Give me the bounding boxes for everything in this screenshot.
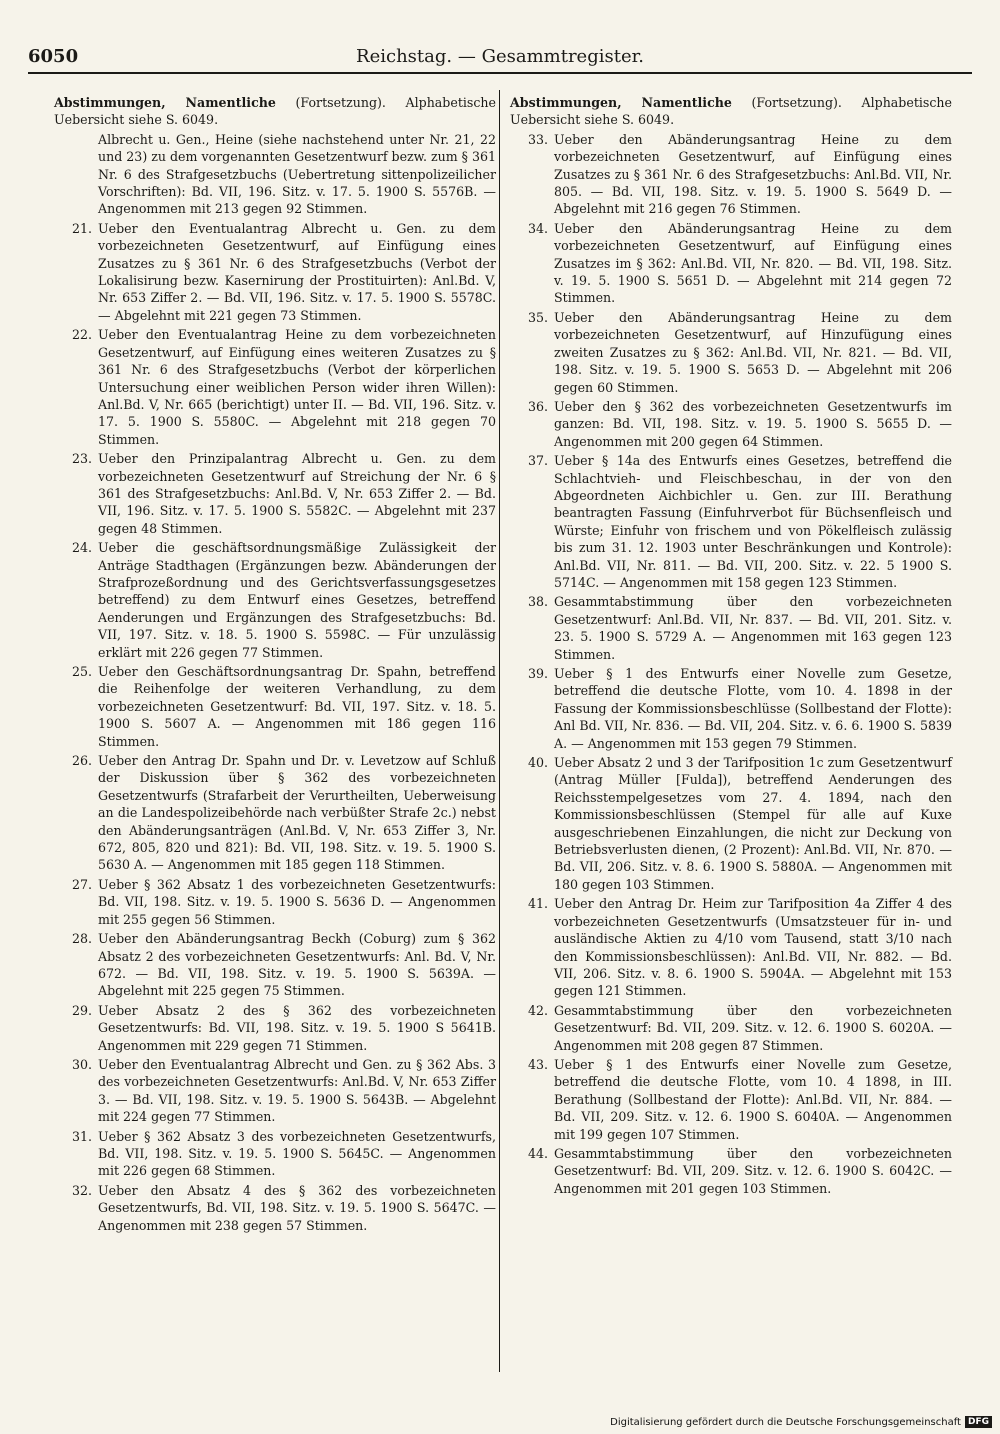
entry: [54, 752, 496, 874]
entry-text: Ueber den Eventualantrag Albrecht und Gen. zu § 362 Abs. 3 des vorbezeichneten Gesetzentwurfs: Anl.Bd. V, Nr. 653 Ziffer 3. — Bd. VII, 198. Sitz. v. 19. 5. 1900 S. 5643B. — Abgelehnt mit 224 gegen 77 Stimmen.: [98, 1056, 496, 1125]
intro-entry: Albrecht u. Gen., Heine (siehe nachstehend unter Nr. 21, 22 und 23) zu dem vorgenannten Gesetzentwurf bezw. zum § 361 Nr. 6 des Strafgesetzbuchs (Uebertretung sittenpolizeilicher Vorschriften): Bd. VII, 196. Sitz. v. 17. 5. 1900 S. 5576B. — Angenommen mit 213 gegen 92 Stimmen.: [98, 131, 496, 217]
entry: [54, 663, 496, 750]
entry: [510, 665, 952, 752]
entry: [510, 398, 952, 450]
entry-number: 22.: [71, 327, 92, 343]
entry-number: 31.: [71, 1128, 92, 1144]
page-number: 6050: [28, 46, 79, 67]
entry-number: 21.: [71, 220, 92, 236]
entry-number: 37.: [527, 453, 548, 469]
page-header: [28, 40, 972, 70]
entry-number: 42.: [527, 1002, 548, 1018]
entry-text: Ueber § 362 Absatz 3 des vorbezeichneten Gesetzentwurfs, Bd. VII, 198. Sitz. v. 19. 5. 1900 S. 5645C. — Angenommen mit 226 gegen 68 Stimmen.: [98, 1128, 496, 1179]
entry-text: Ueber den Abänderungsantrag Beckh (Coburg) zum § 362 Absatz 2 des vorbezeichneten Gesetzentwurfs: Anl. Bd. V, Nr. 672. — Bd. VII, 198. Sitz. v. 19. 5. 1900 S. 5639A. — Abgelehnt mit 225 gegen 75 Stimmen.: [98, 931, 496, 999]
entry-number: 24.: [71, 540, 92, 556]
entry: [54, 1056, 496, 1126]
entry-number: 39.: [527, 666, 548, 681]
entry: [54, 450, 496, 537]
entry: [510, 1145, 952, 1197]
entry-number: 43.: [527, 1056, 548, 1072]
entry-number: 44.: [527, 1145, 548, 1161]
left-column: [54, 94, 496, 1236]
page-footer: [610, 1416, 992, 1428]
entry-number: 36.: [527, 398, 548, 414]
entry-text: Ueber Absatz 2 und 3 der Tarifposition 1c zum Gesetzentwurf (Antrag Müller [Fulda]), betreffend Aenderungen des Reichsstempelgesetzes vom 27. 4. 1894, nach den Kommissionsbeschlüssen (Stempel für alle auf Kuxe ausgeschriebenen Einzahlungen, die nicht zur Deckung von Betriebsverlusten dienen, (2 Prozent): Anl.Bd. VII, Nr. 870. — Bd. VII, 206. Sitz. v. 8. 6. 1900 S. 5880A. — Angenommen mit 180 gegen 103 Stimmen.: [554, 755, 952, 892]
entry: [54, 1128, 496, 1180]
entry-number: 33.: [527, 131, 548, 147]
entry: [510, 754, 952, 893]
entry: [510, 452, 952, 591]
entry-number: 30.: [71, 1056, 92, 1072]
entry: [510, 220, 952, 307]
entry: [510, 593, 952, 663]
entry-text: Gesammtabstimmung über den vorbezeichneten Gesetzentwurf: Bd. VII, 209. Sitz. v. 12. 6. 1900 S. 6042C. — Angenommen mit 201 gegen 103 Stimmen.: [554, 1145, 952, 1196]
header-rule: [28, 72, 972, 74]
entry-number: 34.: [527, 220, 548, 236]
entry-text: Gesammtabstimmung über den vorbezeichneten Gesetzentwurf: Bd. VII, 209. Sitz. v. 12. 6. 1900 S. 6020A. — Angenommen mit 208 gegen 87 Stimmen.: [554, 1002, 952, 1053]
entry-number: 29.: [71, 1002, 92, 1018]
entry: [54, 220, 496, 324]
entry: [54, 930, 496, 1000]
entry-text: Ueber § 1 des Entwurfs einer Novelle zum Gesetze, betreffend die deutsche Flotte, vom 10. 4 1898, in III. Berathung (Sollbestand der Flotte): Anl.Bd. VII, Nr. 884. — Bd. VII, 209. Sitz. v. 12. 6. 1900 S. 6040A. — Angenommen mit 199 gegen 107 Stimmen.: [554, 1056, 952, 1142]
entry-number: 23.: [71, 451, 92, 467]
entry: [510, 131, 952, 218]
entry: [54, 876, 496, 928]
entry-text: Ueber den Absatz 4 des § 362 des vorbezeichneten Gesetzentwurfs, Bd. VII, 198. Sitz. v. 19. 5. 1900 S. 5647C. — Angenommen mit 238 gegen 57 Stimmen.: [98, 1182, 496, 1233]
entry-text: Ueber den Antrag Dr. Heim zur Tarifposition 4a Ziffer 4 des vorbezeichneten Gesetzentwurfs (Umsatzsteuer für in- und ausländische Aktien zu 4/10 vom Tausend, statt 3/10 nach den Kommissionsbeschlüssen): Anl.Bd. VII, Nr. 882. — Bd. VII, 206. Sitz. v. 8. 6. 1900 S. 5904A. — Abgelehnt mit 153 gegen 121 Stimmen.: [554, 896, 952, 999]
entry-text: Ueber § 14a des Entwurfs eines Gesetzes, betreffend die Schlachtvieh- und Fleischbeschau, in der von den Abgeordneten Aichbichler u. Gen. zur III. Berathung beantragten Fassung (Einfuhrverbot für Büchsenfleisch und Würste; Einfuhr von frischem und von Pökelfleisch zulässig bis zum 31. 12. 1903 unter Beschränkungen und Kontrole): Anl.Bd. VII, Nr. 811. — Bd. VII, 200. Sitz. v. 22. 5 1900 S. 5714C. — Angenommen mit 158 gegen 123 Stimmen.: [554, 453, 952, 590]
section-heading: Abstimmungen, Namentliche (Fortsetzung). Alphabetische Uebersicht siehe S. 6049.: [54, 95, 496, 128]
entry-text: Ueber den Abänderungsantrag Heine zu dem vorbezeichneten Gesetzentwurf, auf Hinzufügung eines zweiten Zusatzes zu § 362: Anl.Bd. VII, Nr. 821. — Bd. VII, 198. Sitz. v. 19. 5. 1900 S. 5653 D. — Abgelehnt mit 206 gegen 60 Stimmen.: [554, 309, 952, 395]
entry-number: 35.: [527, 309, 548, 325]
dfg-logo: DFG: [965, 1416, 992, 1428]
entry-number: 25.: [71, 664, 92, 679]
entry-text: Ueber den § 362 des vorbezeichneten Gesetzentwurfs im ganzen: Bd. VII, 198. Sitz. v. 19. 5. 1900 S. 5655 D. — Angenommen mit 200 gegen 64 Stimmen.: [554, 398, 952, 449]
entry-text: Ueber Absatz 2 des § 362 des vorbezeichneten Gesetzentwurfs: Bd. VII, 198. Sitz. v. 19. 5. 1900 S 5641B. Angenommen mit 229 gegen 71 Stimmen.: [98, 1002, 496, 1053]
entry-text: Ueber den Geschäftsordnungsantrag Dr. Spahn, betreffend die Reihenfolge der weiteren Verhandlung, zu dem vorbezeichneten Gesetzentwurf: Bd. VII, 197. Sitz. v. 18. 5. 1900 S. 5607 A. — Angenommen mit 186 gegen 116 Stimmen.: [98, 664, 496, 749]
entry: [54, 1002, 496, 1054]
entry: [54, 539, 496, 661]
entry-text: Ueber den Eventualantrag Albrecht u. Gen. zu dem vorbezeichneten Gesetzentwurf, auf Einfügung eines Zusatzes zu § 361 Nr. 6 des Strafgesetzbuchs (Verbot der Lokalisirung bezw. Kasernirung der Prostituirten): Anl.Bd. V, Nr. 653 Ziffer 2. — Bd. VII, 196. Sitz. v. 17. 5. 1900 S. 5578C. — Abgelehnt mit 221 gegen 73 Stimmen.: [98, 220, 496, 323]
entry-number: 40.: [527, 755, 548, 771]
entry-number: 38.: [527, 594, 548, 610]
entry: [54, 1182, 496, 1234]
entry: [510, 1056, 952, 1143]
entry-text: Ueber den Eventualantrag Heine zu dem vorbezeichneten Gesetzentwurf, auf Einfügung eines weiteren Zusatzes zu § 361 Nr. 6 des Strafgesetzbuchs (Verbot der körperlichen Untersuchung einer weiblichen Person wider ihren Willen): Anl.Bd. V, Nr. 665 (berichtigt) unter II. — Bd. VII, 196. Sitz. v. 17. 5. 1900 S. 5580C. — Abgelehnt mit 218 gegen 70 Stimmen.: [98, 327, 496, 447]
running-title: Reichstag. — Gesammtregister.: [356, 46, 644, 67]
left-entry-list: [54, 220, 496, 1234]
right-column: [510, 94, 952, 1199]
entry-number: 41.: [527, 896, 548, 912]
entry: [510, 895, 952, 999]
footer-credit: Digitalisierung gefördert durch die Deutsche Forschungsgemeinschaft: [610, 1416, 961, 1428]
right-entry-list: [510, 131, 952, 1197]
entry-number: 28.: [71, 931, 92, 947]
entry-text: Ueber § 362 Absatz 1 des vorbezeichneten Gesetzentwurfs: Bd. VII, 198. Sitz. v. 19. 5. 1900 S. 5636 D. — Angenommen mit 255 gegen 56 Stimmen.: [98, 876, 496, 927]
entry-text: Ueber § 1 des Entwurfs einer Novelle zum Gesetze, betreffend die deutsche Flotte, vom 10. 4. 1898 in der Fassung der Kommissionsbeschlüsse (Sollbestand der Flotte): Anl Bd. VII, Nr. 836. — Bd. VII, 204. Sitz. v. 6. 6. 1900 S. 5839 A. — Angenommen mit 153 gegen 79 Stimmen.: [554, 666, 952, 751]
entry-text: Ueber den Abänderungsantrag Heine zu dem vorbezeichneten Gesetzentwurf, auf Einfügung eines Zusatzes zu § 361 Nr. 6 des Strafgesetzbuchs: Anl.Bd. VII, Nr. 805. — Bd. VII, 198. Sitz. v. 19. 5. 1900 S. 5649 D. — Abgelehnt mit 216 gegen 76 Stimmen.: [554, 131, 952, 217]
entry: [510, 309, 952, 396]
entry-number: 32.: [71, 1182, 92, 1198]
entry-text: Gesammtabstimmung über den vorbezeichneten Gesetzentwurf: Anl.Bd. VII, Nr. 837. — Bd. VII, 201. Sitz. v. 23. 5. 1900 S. 5729 A. — Angenommen mit 163 gegen 123 Stimmen.: [554, 594, 952, 662]
entry: [54, 326, 496, 448]
entry-text: Ueber die geschäftsordnungsmäßige Zulässigkeit der Anträge Stadthagen (Ergänzungen bezw. Abänderungen der Strafprozeßordnung und des Gerichtsverfassungsgesetzes betreffend) zu dem Entwurf eines Gesetzes, betreffend Aenderungen und Ergänzungen des Strafgesetzbuchs: Bd. VII, 197. Sitz. v. 18. 5. 1900 S. 5598C. — Für unzulässig erklärt mit 226 gegen 77 Stimmen.: [98, 540, 496, 660]
entry-text: Ueber den Prinzipalantrag Albrecht u. Gen. zu dem vorbezeichneten Gesetzentwurf auf Streichung der Nr. 6 § 361 des Strafgesetzbuchs: Anl.Bd. V, Nr. 653 Ziffer 2. — Bd. VII, 196. Sitz. v. 17. 5. 1900 S. 5582C. — Abgelehnt mit 237 gegen 48 Stimmen.: [98, 451, 496, 536]
column-divider: [499, 90, 500, 1372]
entry: [510, 1002, 952, 1054]
entry-number: 27.: [71, 876, 92, 892]
entry-number: 26.: [71, 753, 92, 769]
entry-text: Ueber den Abänderungsantrag Heine zu dem vorbezeichneten Gesetzentwurf, auf Einfügung eines Zusatzes im § 362: Anl.Bd. VII, Nr. 820. — Bd. VII, 198. Sitz. v. 19. 5. 1900 S. 5651 D. — Abgelehnt mit 214 gegen 72 Stimmen.: [554, 220, 952, 306]
entry-text: Ueber den Antrag Dr. Spahn und Dr. v. Levetzow auf Schluß der Diskussion über § 362 des vorbezeichneten Gesetzentwurfs (Strafarbeit der Verurtheilten, Ueberweisung an die Landespolizeibehörde nach verbüßter Strafe 2c.) nebst den Abänderungsanträgen (Anl.Bd. V, Nr. 653 Ziffer 3, Nr. 672, 805, 820 und 821): Bd. VII, 198. Sitz. v. 19. 5. 1900 S. 5630 A. — Angenommen mit 185 gegen 118 Stimmen.: [98, 753, 496, 873]
section-heading: Abstimmungen, Namentliche (Fortsetzung). Alphabetische Uebersicht siehe S. 6049.: [510, 95, 952, 128]
